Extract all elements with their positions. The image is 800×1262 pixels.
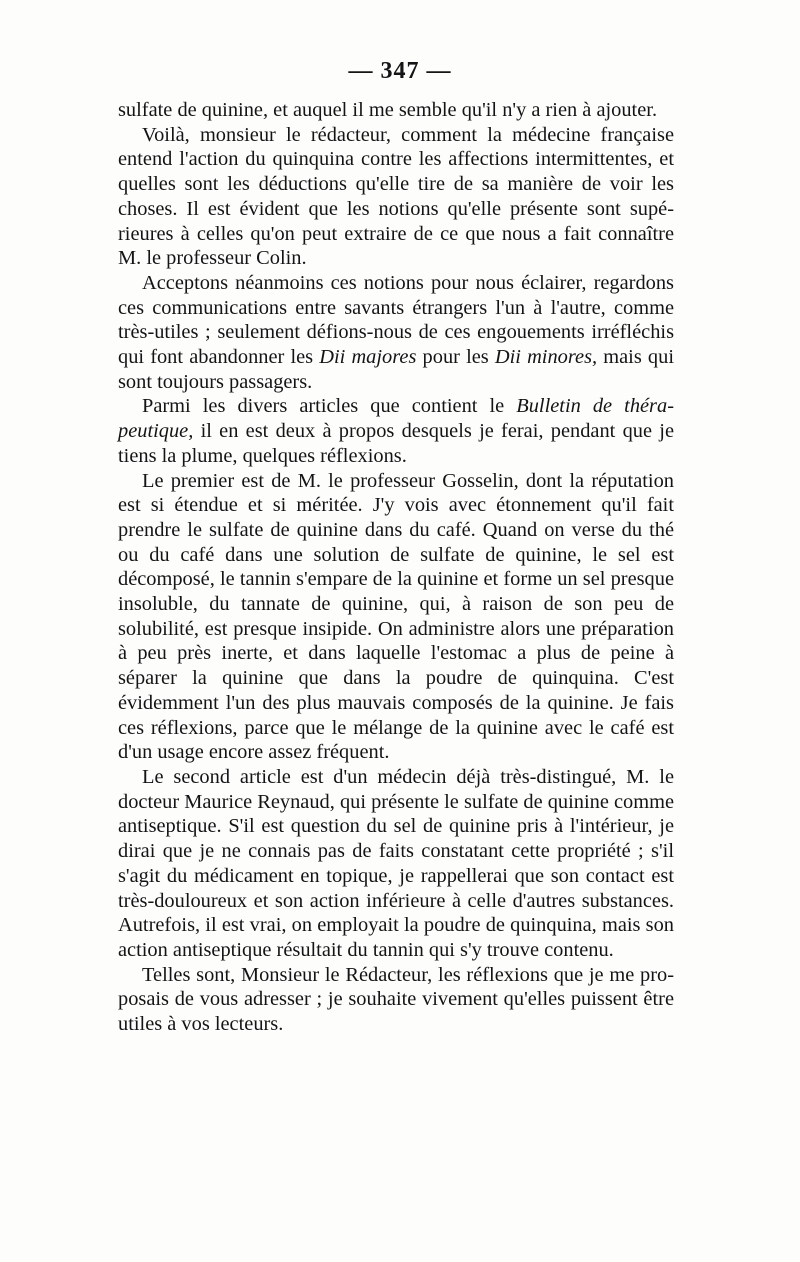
italic-text: Dii majores — [319, 346, 417, 369]
paragraph-text: mais qui sont toujours passagers. — [118, 346, 674, 393]
paragraph-text: Acceptons néanmoins ces notions pour nous éclairer, regardons ces communications entre savants étrangers l'un à l'autre, comme très-utiles ; seulement défions-nous de ces engouements irréfléchis qui font abandonner les — [118, 271, 674, 369]
paragraph-p0 — [118, 98, 674, 123]
paragraph-p2 — [118, 271, 674, 395]
paragraph-text: Voilà, monsieur le rédacteur, comment la médecine française entend l'action du quinquina contre les affections intermittentes, et quelles sont les déductions qu'elle tire de sa manière de voir les choses. Il est évident que les notions qu'elle présente sont supérieures à celles qu'on peut extraire de ce que nous a fait connaître M. le professeur Colin. — [118, 123, 674, 270]
page-number: — 347 — — [348, 58, 452, 84]
paragraph-text: il en est deux à propos desquels je ferai, pendant que je tiens la plume, quelques réflexions. — [118, 420, 674, 467]
italic-text: Bulletin de thérapeutique, — [118, 395, 674, 443]
paragraph-text: sulfate de quinine, et auquel il me semble qu'il n'y a rien à ajouter. — [118, 99, 658, 121]
paragraph-p6 — [118, 963, 674, 1037]
paragraph-p1 — [118, 123, 674, 271]
paragraph-text: Le premier est de M. le professeur Gosselin, dont la réputation est si étendue et si méritée. J'y vois avec étonnement qu'il fait prendre le sulfate de quinine dans du café. Quand on verse du thé ou du café dans une solution de sulfate de quinine, le sel est décomposé, le tannin s'empare de la quinine et forme un sel presque insoluble, du tannate de quinine, qui, à raison de son peu de solubilité, est presque insipide. On administre alors une préparation à peu près inerte, et dans laquelle l'estomac a plus de peine à séparer la quinine que dans la poudre de quinquina. C'est évidemment l'un des plus mauvais composés de la quinine. Je fais ces réflexions, parce que le mélange de la quinine avec le café est d'un usage encore assez fréquent. — [118, 469, 674, 764]
body-text — [118, 98, 674, 1037]
paragraph-p5 — [118, 765, 674, 963]
italic-text: Dii minores, — [494, 346, 598, 369]
paragraph-p4 — [118, 469, 674, 765]
paragraph-text: Telles sont, Monsieur le Rédacteur, les réflexions que je me proposais de vous adresser ; je souhaite vivement qu'elles puissent être utiles à vos lecteurs. — [118, 963, 674, 1036]
paragraph-text: Parmi les divers articles que contient le — [142, 395, 517, 418]
paragraph-text: Le second article est d'un médecin déjà très-distingué, M. le docteur Maurice Reynaud, qui présente le sulfate de quinine comme antiseptique. S'il est question du sel de quinine pris à l'intérieur, je dirai que je ne connais pas de faits constatant cette propriété ; s'il s'agit du médicament en topique, je rappellerai que son contact est très-douloureux et son action inférieure à celle d'autres substances. Autrefois, il est vrai, on employait la poudre de quinquina, mais son action antiseptique résultait du tannin qui s'y trouve contenu. — [118, 765, 675, 961]
paragraph-text: pour les — [416, 346, 495, 369]
paragraph-p3 — [118, 394, 674, 468]
